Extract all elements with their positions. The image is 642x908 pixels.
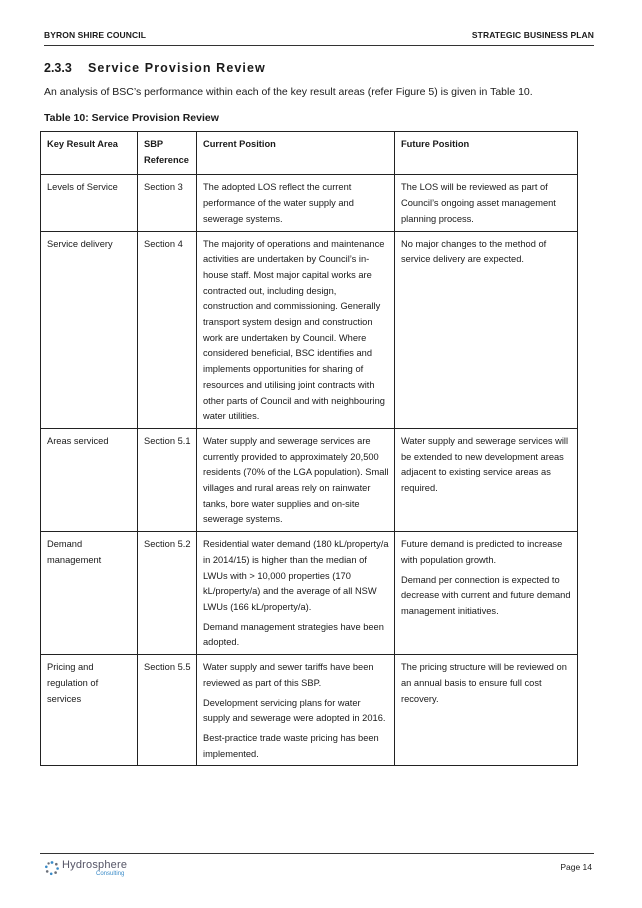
cell-paragraph: Residential water demand (180 kL/property/a in 2014/15) is higher than the median of LWUs with > 10,000 properties (170 kL/property/a) and the average of all NSW LWUs (166 kL/property/a).	[203, 539, 389, 612]
header-current-position: Current Position	[197, 132, 395, 175]
cell-sbp-reference: Section 3	[138, 175, 197, 231]
section-title: Service Provision Review	[88, 61, 266, 75]
cell-future-position	[395, 231, 578, 428]
header-future-position: Future Position	[395, 132, 578, 175]
table-header-row	[41, 132, 578, 175]
cell-key-result-area: Levels of Service	[41, 175, 138, 231]
table-caption: Table 10: Service Provision Review	[44, 112, 219, 124]
cell-key-result-area: Demand management	[41, 532, 138, 655]
cell-key-result-area: Areas serviced	[41, 428, 138, 531]
cell-paragraph: Future demand is predicted to increase with population growth.	[401, 539, 563, 565]
page-number: Page 14	[560, 862, 592, 872]
hydrosphere-logo	[44, 857, 164, 879]
cell-future-position	[395, 655, 578, 766]
cell-paragraph: Water supply and sewerage services will be extended to new development areas adjacent to existing service areas as required.	[401, 435, 569, 494]
header-organisation: BYRON SHIRE COUNCIL	[44, 30, 147, 40]
cell-paragraph: The adopted LOS reflect the current performance of the water supply and sewerage systems.	[203, 182, 354, 224]
cell-paragraph: Demand per connection is expected to decrease with current and future demand management initiatives.	[401, 574, 571, 616]
cell-future-position	[395, 532, 578, 655]
cell-paragraph: No major changes to the method of service delivery are expected.	[401, 238, 547, 265]
cell-current-position	[197, 428, 395, 531]
cell-paragraph: Development servicing plans for water supply and sewerage were adopted in 2016.	[203, 697, 386, 724]
cell-sbp-reference: Section 5.2	[138, 532, 197, 655]
header-document-title: STRATEGIC BUSINESS PLAN	[471, 30, 594, 40]
footer-divider	[40, 853, 594, 854]
cell-paragraph: Demand management strategies have been adopted.	[203, 621, 384, 648]
logo-name: Hydrosphere	[62, 859, 128, 871]
cell-paragraph: Water supply and sewerage services are currently provided to approximately 20,500 residents (70% of the LGA population). Small villages and rural areas rely on rainwater tanks, bore water supplies and on-site sewerage systems.	[203, 435, 389, 525]
cell-sbp-reference: Section 5.5	[138, 655, 197, 766]
cell-key-result-area: Pricing and regulation of services	[41, 655, 138, 766]
intro-paragraph: An analysis of BSC’s performance within each of the key result areas (refer Figure 5) is given in Table 10.	[44, 86, 533, 98]
service-provision-table	[40, 131, 578, 766]
cell-current-position	[197, 175, 395, 231]
cell-future-position	[395, 175, 578, 231]
page-header	[44, 28, 594, 46]
logo-subtitle: Consulting	[96, 871, 125, 877]
cell-current-position	[197, 655, 395, 766]
cell-future-position	[395, 428, 578, 531]
table-row	[41, 231, 578, 428]
cell-sbp-reference: Section 4	[138, 231, 197, 428]
cell-paragraph: The majority of operations and maintenance activities are undertaken by Council’s in-house staff. Most major capital works are contracted out, including design, construction and commissioning. Generally transport system design and construction work are undertaken by Council. Where considered beneficial, BSC identifies and implements opportunities for sharing of resources and utilising joint contracts with other parts of Council and with neighbouring water utilities.	[203, 238, 385, 422]
cell-key-result-area: Service delivery	[41, 231, 138, 428]
cell-paragraph: Water supply and sewer tariffs have been reviewed as part of this SBP.	[203, 662, 374, 688]
table-row	[41, 175, 578, 231]
cell-sbp-reference: Section 5.1	[138, 428, 197, 531]
section-heading	[44, 61, 266, 75]
cell-current-position	[197, 532, 395, 655]
section-number: 2.3.3	[44, 61, 72, 75]
header-key-result-area: Key Result Area	[41, 132, 138, 175]
table-row	[41, 428, 578, 531]
cell-paragraph: The pricing structure will be reviewed on an annual basis to ensure full cost recovery.	[401, 662, 567, 704]
header-sbp-reference: SBP Reference	[138, 132, 197, 175]
cell-paragraph: The LOS will be reviewed as part of Council’s ongoing asset management planning process.	[401, 182, 556, 224]
table-row	[41, 532, 578, 655]
cell-paragraph: Best-practice trade waste pricing has been implemented.	[203, 732, 379, 759]
hydrosphere-logo-icon	[44, 860, 60, 876]
table-row	[41, 655, 578, 766]
cell-current-position	[197, 231, 395, 428]
